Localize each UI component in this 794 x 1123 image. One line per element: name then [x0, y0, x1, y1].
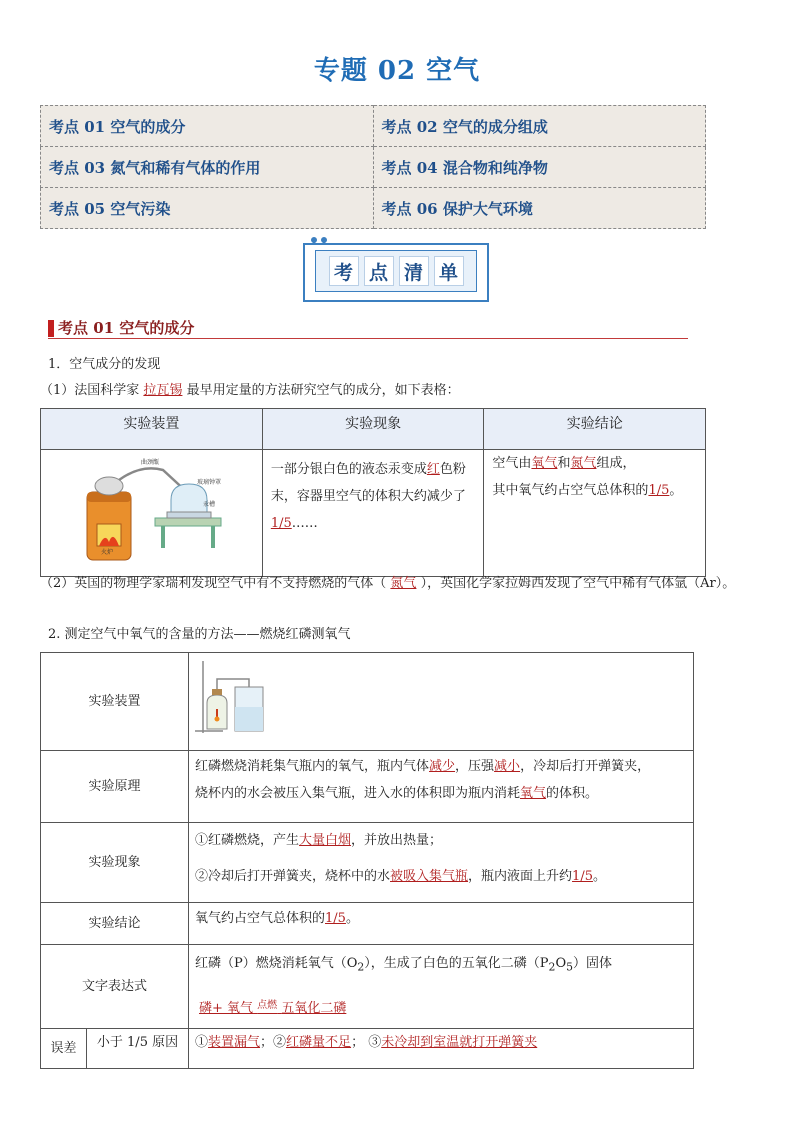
principle-cell: 红磷燃烧消耗集气瓶内的氧气，瓶内气体减少，压强减小，冷却后打开弹簧夹， 烧杯内的水会被压入集气瓶，进入水的体积即为瓶内消耗氧气的体积。	[189, 751, 694, 823]
device-cell	[189, 653, 694, 751]
label-device: 实验装置	[41, 653, 189, 751]
paragraph-2: （2）英国的物理学家瑞利发现空气中有不支持燃烧的气体（ 氮气 ），英国化学家拉姆西发现了空气中稀有气体氩（Ar）。	[40, 576, 736, 591]
subheading-2: 2. 测定空气中氧气的含量的方法——燃烧红磷测氧气	[48, 627, 351, 642]
topic-06[interactable]: 考点 06 保护大气环境	[373, 188, 706, 229]
label-error-reason: 小于 1/5 原因	[87, 1028, 189, 1068]
svg-text:汞槽: 汞槽	[203, 501, 216, 508]
svg-text:火炉: 火炉	[101, 549, 114, 556]
section-marker-icon	[48, 320, 54, 337]
badge-char: 考	[329, 256, 359, 286]
conclusion-cell-2: 氧气约占空气总体积的1/5。	[189, 903, 694, 945]
table-header: 实验装置	[41, 409, 263, 450]
svg-text:玻璃钟罩: 玻璃钟罩	[197, 479, 222, 486]
conclusion-cell: 空气由氧气和氮气组成， 其中氧气约占空气总体积的1/5。	[484, 450, 706, 577]
phosphorus-apparatus-icon	[193, 657, 283, 733]
subheading-1: 1．空气成分的发现	[48, 357, 161, 372]
checklist-badge	[303, 237, 489, 302]
phenomenon-cell: 一部分银白色的液态汞变成红色粉末，容器里空气的体积大约减少了 1/5……	[262, 450, 484, 577]
section-heading: 考点 01 空气的成分	[48, 317, 688, 339]
table-header: 实验结论	[484, 409, 706, 450]
paragraph-1: （1）法国科学家 拉瓦锡 最早用定量的方法研究空气的成分，如下表格：	[40, 383, 460, 398]
phosphorus-table	[40, 652, 694, 1069]
label-conclusion: 实验结论	[41, 903, 189, 945]
lavoisier-table	[40, 408, 706, 577]
answer-blank: 拉瓦锡	[143, 383, 183, 398]
label-expression: 文字表达式	[41, 945, 189, 1029]
label-principle: 实验原理	[41, 751, 189, 823]
badge-char: 单	[434, 256, 464, 286]
apparatus-cell	[41, 450, 263, 577]
topic-05[interactable]: 考点 05 空气污染	[41, 188, 374, 229]
error-cell: ①装置漏气；②红磷量不足； ③未冷却到室温就打开弹簧夹	[189, 1028, 694, 1068]
word-equation: 磷+ 氧气 $^{点燃}$ 五氧化二磷	[199, 999, 347, 1016]
topic-02[interactable]: 考点 02 空气的成分组成	[373, 106, 706, 147]
page-title: 专题 02 空气	[313, 56, 481, 86]
table-header: 实验现象	[262, 409, 484, 450]
badge-char: 清	[399, 256, 429, 286]
label-error: 误差	[41, 1028, 87, 1068]
svg-text:曲颈甑: 曲颈甑	[141, 459, 160, 466]
lavoisier-apparatus-icon	[71, 454, 231, 562]
expression-cell: 红磷（P）燃烧消耗氧气$(O_2)$，生成了白色的五氧化二磷$(P_2O_5)$固体 磷+ 氧气 $^{点燃}$ 五氧化二磷	[189, 945, 694, 1029]
topic-table	[40, 105, 706, 229]
label-phenomenon: 实验现象	[41, 823, 189, 903]
topic-03[interactable]: 考点 03 氮气和稀有气体的作用	[41, 147, 374, 188]
topic-04[interactable]: 考点 04 混合物和纯净物	[373, 147, 706, 188]
answer-blank: 氮气	[390, 576, 417, 591]
badge-char: 点	[364, 256, 394, 286]
topic-01[interactable]: 考点 01 空气的成分	[41, 106, 374, 147]
phenomenon-cell-2: ①红磷燃烧，产生大量白烟，并放出热量； ②冷却后打开弹簧夹，烧杯中的水被吸入集气瓶，瓶内液面上升约1/5。	[189, 823, 694, 903]
